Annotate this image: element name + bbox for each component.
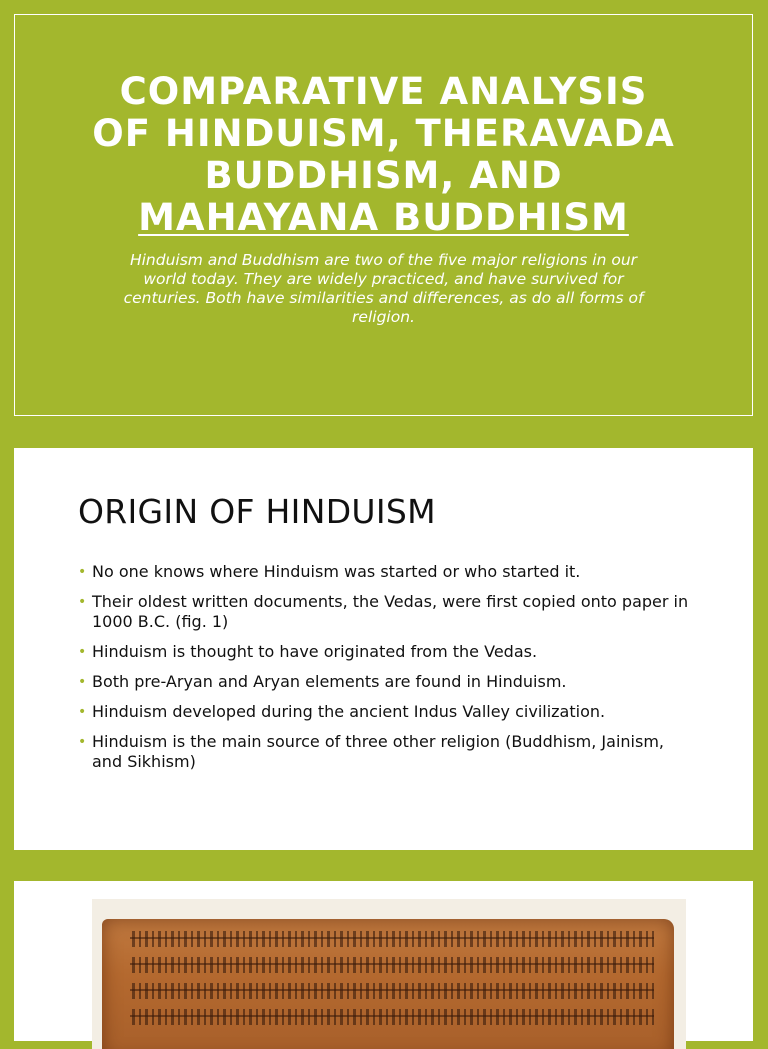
script-headline <box>130 1015 654 1017</box>
image-slide <box>14 881 753 1041</box>
script-row <box>132 957 654 973</box>
bullet-item <box>78 702 698 722</box>
bullet-text: No one knows where Hinduism was started or who started it. <box>92 562 581 581</box>
bullet-text: Both pre-Aryan and Aryan elements are found in Hinduism. <box>92 672 567 691</box>
title-line: BUDDHISM, AND <box>204 154 563 197</box>
bullet-text: Hinduism developed during the ancient Indus Valley civilization. <box>92 702 606 721</box>
bullet-dot-icon: • <box>78 704 87 720</box>
bullet-item <box>78 592 698 632</box>
manuscript-leaf <box>102 919 674 1049</box>
slide-heading: ORIGIN OF HINDUISM <box>78 492 436 531</box>
title-slide <box>14 14 753 416</box>
content-slide <box>14 448 753 850</box>
title-line: OF HINDUISM, THERAVADA <box>92 112 675 155</box>
script-row <box>132 983 654 999</box>
bullet-item <box>78 562 698 582</box>
bullet-item <box>78 732 698 772</box>
script-row <box>132 931 654 947</box>
script-headline <box>130 963 654 965</box>
bullet-dot-icon: • <box>78 674 87 690</box>
bullet-text: Hinduism is the main source of three other religion (Buddhism, Jainism, and Sikhism) <box>92 732 664 771</box>
bullet-text: Their oldest written documents, the Vedas, were first copied onto paper in 1000 B.C. (fig. 1) <box>92 592 689 631</box>
bullet-item <box>78 642 698 662</box>
bullet-dot-icon: • <box>78 564 87 580</box>
title-line: MAHAYANA BUDDHISM <box>138 196 629 239</box>
bullet-dot-icon: • <box>78 734 87 750</box>
title-line: COMPARATIVE ANALYSIS <box>119 70 648 113</box>
script-headline <box>130 937 654 939</box>
slide-title <box>15 71 752 239</box>
vedas-manuscript-image <box>92 899 686 1049</box>
bullet-dot-icon: • <box>78 594 87 610</box>
bullet-text: Hinduism is thought to have originated from the Vedas. <box>92 642 538 661</box>
bullet-dot-icon: • <box>78 644 87 660</box>
script-row <box>132 1009 654 1025</box>
script-headline <box>130 989 654 991</box>
bullet-item <box>78 672 698 692</box>
slide-subtitle: Hinduism and Buddhism are two of the five major religions in our world today. They are widely practiced, and have survived for centuries. Both have similarities and differences, as do all forms of religion. <box>123 251 644 326</box>
bullet-list <box>78 562 698 782</box>
